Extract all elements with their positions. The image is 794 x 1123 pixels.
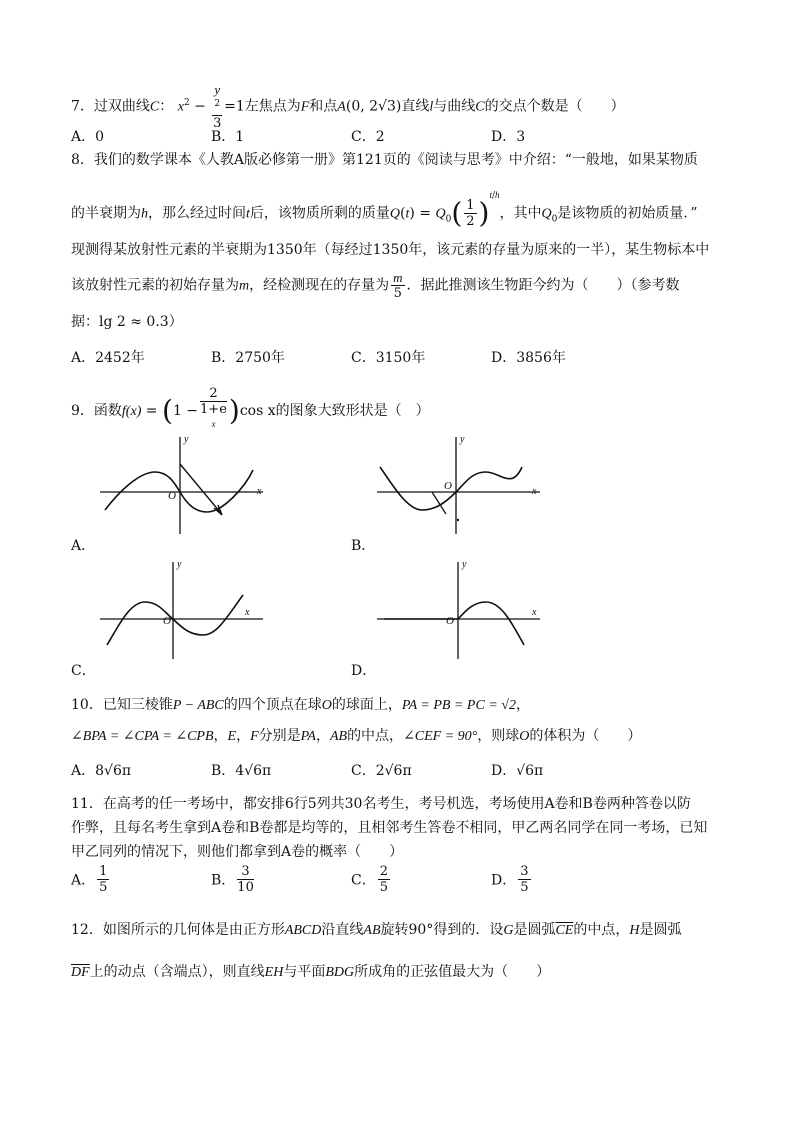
q9-graph-d (372, 557, 547, 662)
q11-line-2: 作弊，且每名考生拿到A卷和B卷都是均等的，且相邻考生答卷不相同，甲乙两名同学在同一考场，已知 (71, 820, 708, 836)
q11-option-c: C． $\frac{2}{5}$ (351, 864, 388, 895)
q8-line-4: 该放射性元素的初始存量为m，经检测现在的存量为 $\frac{m}{5}$ ．据此推测该生物距今约为（ ）（参考数 (71, 270, 680, 301)
q9-graph-b (372, 432, 547, 537)
q10-option-c: C．2√6π (351, 763, 412, 779)
q12-line-2: $\overline{DF}$上的动点（含端点），则直线EH与平面BDG所成角的正弦值最大为（ ） (71, 964, 551, 980)
q9-label-d: D． (351, 663, 377, 679)
q11-option-d: D． $\frac{3}{5}$ (491, 864, 529, 895)
q8-option-c: C．3150年 (351, 350, 426, 366)
q8-line-2: 的半衰期为h，那么经过时间t后，该物质所剩的质量$Q(t) = Q_0$( $\frac{1}{2}$ )$^{t/h}$，其中$Q_0$是该物质的初始质量．” (71, 189, 698, 230)
q8-option-a: A．2452年 (71, 350, 145, 366)
graph-d-x-label: x (532, 607, 537, 618)
graph-c-x-label: x (245, 607, 250, 618)
q10-line-2: ∠BPA = ∠CPA = ∠CPB，E，F分别是PA，AB的中点，∠CEF = 90°，则球O的体积为（ ） (71, 728, 642, 744)
q9-graph-a (95, 432, 270, 537)
graph-d-y-label: y (462, 559, 467, 570)
graph-a-x-label: x (257, 486, 262, 497)
graph-c-y-label: y (177, 559, 182, 570)
q7-stem: 7．过双曲线C： $x^2$ − y $^2$ 3 =1左焦点为F和点A(0, 2√3)直线l与曲线C的交点个数是（ ） (71, 82, 625, 132)
q11-line-1: 11．在高考的任一考场中，都安排6行5列共30名考生，考号机选，考场使用A卷和B卷两种答卷以防 (71, 796, 691, 812)
q9-stem: 9．函数f(x) = (1 − 2 1+e $^x$ )cos x的图象大致形状是（ ） (71, 386, 430, 429)
q10-line-1: 10．已知三棱锥P − ABC的四个顶点在球O的球面上，PA = PB = PC = √2， (71, 697, 530, 713)
q8-option-d: D．3856年 (491, 350, 566, 366)
q7-option-c: C．2 (351, 129, 385, 145)
q8-line-5: 据：lg 2 ≈ 0.3） (71, 314, 183, 330)
graph-c-origin: O (163, 615, 171, 627)
q11-line-3: 甲乙同列的情况下，则他们都拿到A卷的概率（ ） (71, 844, 404, 860)
q8-line-1: 8．我们的数学课本《人教A版必修第一册》第121页的《阅读与思考》中介绍：“一般地，如果某物质 (71, 152, 698, 168)
q7-option-d: D．3 (491, 129, 526, 145)
q9-graph-c (95, 557, 270, 662)
graph-a-origin: O (168, 490, 176, 502)
q7-option-a: A．0 (71, 129, 105, 145)
q9-label-c: C． (71, 663, 96, 679)
q7-option-b: B．1 (211, 129, 245, 145)
graph-a-y-label: y (184, 434, 189, 445)
q9-label-a: A． (71, 538, 96, 554)
graph-b-x-label: x (532, 486, 537, 497)
q9-label-b: B． (351, 538, 376, 554)
q10-option-d: D．√6π (491, 763, 544, 779)
q12-line-1: 12．如图所示的几何体是由正方形ABCD沿直线AB旋转90°得到的．设G是圆弧$\overline{CE}$的中点，H是圆弧 (71, 922, 682, 938)
graph-b-y-label: y (460, 434, 465, 445)
q8-option-b: B．2750年 (211, 350, 285, 366)
q11-option-a: A． $\frac{1}{5}$ (71, 864, 108, 895)
q10-option-b: B．4√6π (211, 763, 272, 779)
q11-option-b: B． $\frac{3}{10}$ (211, 864, 254, 895)
graph-b-origin: O (444, 480, 452, 492)
q10-option-a: A．8√6π (71, 763, 132, 779)
graph-d-origin: O (446, 615, 454, 627)
q8-line-3: 现测得某放射性元素的半衰期为1350年（每经过1350年，该元素的存量为原来的一半），某生物标本中 (71, 242, 710, 258)
